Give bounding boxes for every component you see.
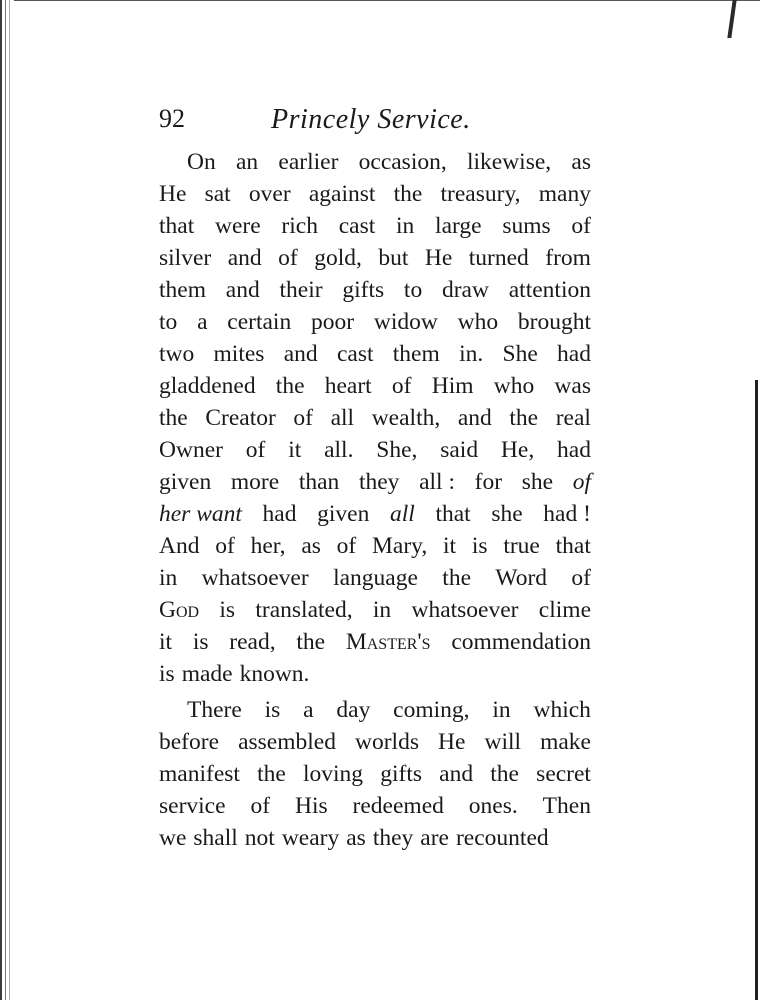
word: clime [538,597,591,623]
word: she [521,469,554,495]
text-line [159,658,591,690]
word: language [333,565,418,591]
word: commendation [451,629,591,655]
word: and [439,761,474,787]
text-line [159,242,591,274]
word: Owner [159,437,223,463]
word: and [457,405,492,431]
word: were [215,213,261,239]
word: and [283,341,318,367]
word: them [392,341,440,367]
word: And [159,533,200,559]
word: it [159,629,173,655]
word: the [275,373,305,399]
word: whatsoever [201,565,309,591]
word: given [159,469,212,495]
word: is [192,629,209,655]
word: two [159,341,195,367]
word: He [424,245,453,271]
word: He [438,729,466,755]
word: had [557,341,591,367]
text-line [159,726,591,758]
word: it [443,533,457,559]
word: that [435,501,471,527]
word: are [420,825,449,851]
word: to [403,277,423,303]
word: mites [213,341,265,367]
word: all : [419,469,455,495]
italic-word: all [389,501,415,527]
running-title: Princely Service. [271,104,471,135]
word: cast [338,213,376,239]
text-line [159,370,591,402]
word: all [330,405,355,431]
word: that [555,533,591,559]
word: as [346,825,366,851]
word: gladdened [159,373,256,399]
word: rich [281,213,318,239]
word: is [264,697,281,723]
word: loving [302,761,364,787]
text-line [159,626,591,658]
small-caps-word: Master's [345,629,431,655]
word: said [440,437,479,463]
word: than [298,469,340,495]
italic-word: of [572,469,591,495]
word: On [187,149,216,175]
text-line [159,562,591,594]
text-line [159,210,591,242]
word: redeemed [352,793,444,819]
word: over [248,181,291,207]
running-head [159,104,591,146]
word: the [490,761,519,787]
word: not [244,825,275,851]
word: but [378,245,409,271]
word: of [336,533,357,559]
word: service [159,793,226,819]
word: the [257,761,286,787]
word: day [336,697,371,723]
word: of [571,213,591,239]
word: their [279,277,323,303]
word: made [181,661,233,687]
text-line [159,306,591,338]
scan-edge-top [0,0,760,4]
body-text [159,146,591,854]
word: brought [517,309,591,335]
word: of [293,405,313,431]
word: we [159,825,187,851]
small-caps-word: God [159,597,200,623]
word: Word [495,565,548,591]
page-number: 92 [159,104,185,133]
word: earlier [278,149,339,175]
word: Creator [205,405,276,431]
word: large [435,213,482,239]
word: that [159,213,195,239]
book-page [159,104,591,854]
word: He [159,181,187,207]
word: more [230,469,280,495]
word: was [554,373,591,399]
text-line [159,790,591,822]
word: widow [373,309,438,335]
word: in [372,597,392,623]
word: of [391,373,412,399]
word: to [159,309,178,335]
word: in [159,565,178,591]
word: and [227,245,262,271]
word: Mary, [372,533,428,559]
text-line [159,694,591,726]
word: ones. [468,793,518,819]
word: manifest [159,761,240,787]
word: occasion, [358,149,447,175]
word: is [471,533,488,559]
text-line [159,594,591,626]
word: in. [459,341,484,367]
word: who [457,309,499,335]
text-line [159,758,591,790]
word: in [396,213,415,239]
word: assembled [238,729,336,755]
text-line [159,498,591,530]
text-line [159,402,591,434]
word: they [358,469,400,495]
word: She [502,341,538,367]
word: is [159,661,175,687]
word: recounted [455,825,549,851]
word: There [187,697,242,723]
word: secret [536,761,591,787]
word: given [317,501,370,527]
word: will [484,729,522,755]
word: the [393,181,423,207]
word: whatsoever [411,597,519,623]
word: poor [311,309,355,335]
word: for [474,469,503,495]
word: true [503,533,540,559]
word: many [538,181,591,207]
word: Him [431,373,474,399]
word: real [555,405,591,431]
word: She, [376,437,418,463]
word: they [372,825,414,851]
word: and [225,277,260,303]
word: weary [281,825,340,851]
word: certain [227,309,292,335]
word: who [493,373,535,399]
word: from [545,245,591,271]
word: treasury, [440,181,521,207]
word: of [250,793,271,819]
word: heart [324,373,372,399]
word: she [491,501,523,527]
text-line [159,434,591,466]
word: an [235,149,259,175]
word: coming, [393,697,470,723]
scan-edge-right [750,380,760,1000]
word: the [509,405,539,431]
word: gifts [380,761,422,787]
word: them [159,277,206,303]
word: make [540,729,591,755]
word: sat [204,181,231,207]
word: gold, [314,245,362,271]
word: draw [441,277,489,303]
word: as [301,533,321,559]
word: silver [159,245,212,271]
word: had [557,437,591,463]
word: had ! [543,501,591,527]
text-line [159,466,591,498]
word: before [159,729,220,755]
word: Then [542,793,591,819]
word: attention [508,277,591,303]
word: of [278,245,298,271]
text-line [159,822,591,854]
word: it [288,437,302,463]
text-line [159,338,591,370]
word: cast [336,341,374,367]
word: read, [229,629,276,655]
word: sums [502,213,551,239]
word: He, [500,437,535,463]
text-line [159,178,591,210]
word: gifts [342,277,385,303]
word: turned [468,245,529,271]
scan-mark-top-right [727,0,736,38]
word: of [245,437,266,463]
word: all. [324,437,354,463]
word: against [308,181,376,207]
text-line [159,146,591,178]
word: which [533,697,591,723]
word: as [571,149,591,175]
scan-edge-left [0,0,14,1000]
word: is [219,597,236,623]
word: in [492,697,511,723]
word: the [442,565,472,591]
paragraph [159,694,591,854]
word: a [197,309,208,335]
word: shall [193,825,238,851]
word: translated, [255,597,353,623]
text-line [159,274,591,306]
word: of [215,533,235,559]
italic-word: her want [159,501,242,527]
word: the [296,629,326,655]
word: likewise, [466,149,552,175]
word: His [294,793,328,819]
word: known. [239,661,310,687]
word: wealth, [371,405,441,431]
word: the [159,405,188,431]
word: worlds [355,729,419,755]
word: had [262,501,297,527]
word: a [303,697,314,723]
paragraph [159,146,591,690]
word: of [571,565,591,591]
word: her, [250,533,286,559]
text-line [159,530,591,562]
